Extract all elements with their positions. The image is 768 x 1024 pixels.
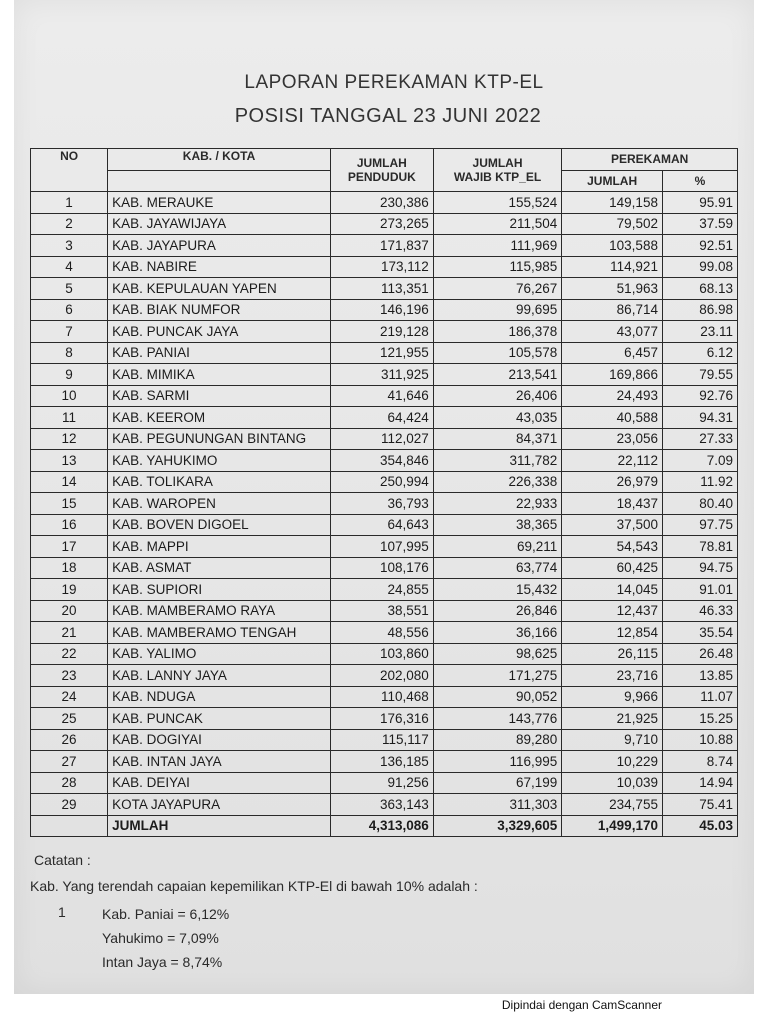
row-perekaman-jumlah: 149,158 — [562, 192, 663, 214]
row-no: 18 — [31, 557, 108, 579]
row-perekaman-persen: 91.01 — [662, 579, 737, 601]
row-jumlah-penduduk: 363,143 — [330, 794, 433, 816]
header-jumlah-wajib — [433, 149, 562, 192]
row-perekaman-persen: 68.13 — [662, 278, 737, 300]
row-perekaman-persen: 23.11 — [662, 321, 737, 343]
table-row — [31, 364, 738, 386]
row-perekaman-jumlah: 37,500 — [562, 514, 663, 536]
total-no-cell — [31, 815, 108, 837]
header-wajib-line1: JUMLAH — [472, 156, 523, 170]
table-row — [31, 729, 738, 751]
row-perekaman-jumlah: 54,543 — [562, 536, 663, 558]
row-kab-kota: KAB. ASMAT — [108, 557, 331, 579]
row-no: 1 — [31, 192, 108, 214]
table-row — [31, 622, 738, 644]
row-jumlah-wajib: 98,625 — [433, 643, 562, 665]
camscanner-footer: Dipindai dengan CamScanner — [501, 998, 662, 1012]
table-row — [31, 192, 738, 214]
row-perekaman-persen: 37.59 — [662, 213, 737, 235]
table-row — [31, 407, 738, 429]
row-perekaman-persen: 26.48 — [662, 643, 737, 665]
row-no: 28 — [31, 772, 108, 794]
row-jumlah-penduduk: 219,128 — [330, 321, 433, 343]
row-no: 8 — [31, 342, 108, 364]
row-jumlah-penduduk: 136,185 — [330, 751, 433, 773]
row-jumlah-wajib: 26,406 — [433, 385, 562, 407]
total-wajib: 3,329,605 — [433, 815, 562, 837]
row-jumlah-wajib: 89,280 — [433, 729, 562, 751]
row-kab-kota: KAB. YALIMO — [108, 643, 331, 665]
row-jumlah-penduduk: 110,468 — [330, 686, 433, 708]
notes-line-intan-jaya: Intan Jaya = 8,74% — [102, 954, 223, 970]
header-jumlah-penduduk — [330, 149, 433, 192]
row-jumlah-penduduk: 112,027 — [330, 428, 433, 450]
row-perekaman-jumlah: 23,056 — [562, 428, 663, 450]
row-jumlah-wajib: 311,782 — [433, 450, 562, 472]
row-perekaman-persen: 27.33 — [662, 428, 737, 450]
row-perekaman-persen: 8.74 — [662, 751, 737, 773]
row-no: 14 — [31, 471, 108, 493]
row-perekaman-persen: 6.12 — [662, 342, 737, 364]
row-perekaman-persen: 94.75 — [662, 557, 737, 579]
row-perekaman-jumlah: 234,755 — [562, 794, 663, 816]
row-no: 10 — [31, 385, 108, 407]
row-perekaman-persen: 95.91 — [662, 192, 737, 214]
row-perekaman-persen: 14.94 — [662, 772, 737, 794]
table-row — [31, 299, 738, 321]
row-kab-kota: KAB. YAHUKIMO — [108, 450, 331, 472]
row-jumlah-wajib: 67,199 — [433, 772, 562, 794]
row-kab-kota: KAB. JAYAWIJAYA — [108, 213, 331, 235]
header-perekaman-persen: % — [662, 170, 737, 192]
row-kab-kota: KAB. MAPPI — [108, 536, 331, 558]
table-row — [31, 708, 738, 730]
row-perekaman-jumlah: 10,039 — [562, 772, 663, 794]
row-jumlah-wajib: 84,371 — [433, 428, 562, 450]
header-penduduk-line2: PENDUDUK — [347, 170, 416, 184]
row-jumlah-penduduk: 38,551 — [330, 600, 433, 622]
row-jumlah-penduduk: 171,837 — [330, 235, 433, 257]
row-kab-kota: KAB. MIMIKA — [108, 364, 331, 386]
table-row — [31, 256, 738, 278]
row-no: 5 — [31, 278, 108, 300]
row-perekaman-jumlah: 169,866 — [562, 364, 663, 386]
notes-number: 1 — [58, 904, 66, 920]
notes-line-paniai: Kab. Paniai = 6,12% — [102, 906, 230, 922]
row-no: 11 — [31, 407, 108, 429]
header-penduduk-line1: JUMLAH — [356, 156, 407, 170]
row-jumlah-wajib: 90,052 — [433, 686, 562, 708]
header-blank-cell — [108, 170, 331, 192]
row-kab-kota: KAB. NABIRE — [108, 256, 331, 278]
notes-line-yahukimo: Yahukimo = 7,09% — [102, 930, 219, 946]
row-jumlah-penduduk: 173,112 — [330, 256, 433, 278]
row-jumlah-wajib: 213,541 — [433, 364, 562, 386]
table-body — [31, 192, 738, 816]
header-no: NO — [31, 149, 108, 192]
row-perekaman-jumlah: 9,966 — [562, 686, 663, 708]
row-perekaman-jumlah: 43,077 — [562, 321, 663, 343]
row-kab-kota: KAB. KEEROM — [108, 407, 331, 429]
table-row — [31, 772, 738, 794]
row-jumlah-wajib: 26,846 — [433, 600, 562, 622]
row-perekaman-persen: 35.54 — [662, 622, 737, 644]
row-perekaman-persen: 15.25 — [662, 708, 737, 730]
row-jumlah-wajib: 22,933 — [433, 493, 562, 515]
row-kab-kota: KAB. JAYAPURA — [108, 235, 331, 257]
row-jumlah-penduduk: 91,256 — [330, 772, 433, 794]
row-kab-kota: KAB. INTAN JAYA — [108, 751, 331, 773]
row-jumlah-penduduk: 146,196 — [330, 299, 433, 321]
row-perekaman-persen: 86.98 — [662, 299, 737, 321]
row-perekaman-persen: 80.40 — [662, 493, 737, 515]
row-jumlah-wajib: 226,338 — [433, 471, 562, 493]
table-row — [31, 665, 738, 687]
table-row — [31, 751, 738, 773]
table-row — [31, 686, 738, 708]
report-title: LAPORAN PEREKAMAN KTP-EL — [244, 72, 544, 93]
row-perekaman-jumlah: 79,502 — [562, 213, 663, 235]
row-perekaman-jumlah: 18,437 — [562, 493, 663, 515]
row-perekaman-jumlah: 26,115 — [562, 643, 663, 665]
row-jumlah-penduduk: 103,860 — [330, 643, 433, 665]
row-no: 26 — [31, 729, 108, 751]
row-jumlah-wajib: 36,166 — [433, 622, 562, 644]
row-perekaman-jumlah: 22,112 — [562, 450, 663, 472]
row-jumlah-wajib: 43,035 — [433, 407, 562, 429]
header-perekaman-jumlah: JUMLAH — [562, 170, 663, 192]
row-jumlah-penduduk: 107,995 — [330, 536, 433, 558]
row-jumlah-wajib: 15,432 — [433, 579, 562, 601]
row-kab-kota: KAB. DOGIYAI — [108, 729, 331, 751]
row-kab-kota: KAB. TOLIKARA — [108, 471, 331, 493]
row-jumlah-penduduk: 64,643 — [330, 514, 433, 536]
row-kab-kota: KAB. MAMBERAMO RAYA — [108, 600, 331, 622]
row-perekaman-jumlah: 23,716 — [562, 665, 663, 687]
row-kab-kota: KAB. PUNCAK — [108, 708, 331, 730]
row-no: 17 — [31, 536, 108, 558]
row-perekaman-persen: 97.75 — [662, 514, 737, 536]
row-jumlah-penduduk: 311,925 — [330, 364, 433, 386]
row-perekaman-jumlah: 14,045 — [562, 579, 663, 601]
table-row — [31, 471, 738, 493]
row-jumlah-penduduk: 48,556 — [330, 622, 433, 644]
row-jumlah-wajib: 99,695 — [433, 299, 562, 321]
table-row — [31, 514, 738, 536]
row-no: 6 — [31, 299, 108, 321]
row-kab-kota: KAB. DEIYAI — [108, 772, 331, 794]
total-label: JUMLAH — [108, 815, 331, 837]
row-jumlah-penduduk: 273,265 — [330, 213, 433, 235]
table-row — [31, 342, 738, 364]
table-row — [31, 557, 738, 579]
row-jumlah-wajib: 76,267 — [433, 278, 562, 300]
row-kab-kota: KAB. MERAUKE — [108, 192, 331, 214]
row-kab-kota: KOTA JAYAPURA — [108, 794, 331, 816]
row-perekaman-jumlah: 9,710 — [562, 729, 663, 751]
row-perekaman-persen: 11.92 — [662, 471, 737, 493]
row-no: 19 — [31, 579, 108, 601]
table-row — [31, 600, 738, 622]
row-no: 29 — [31, 794, 108, 816]
row-perekaman-persen: 13.85 — [662, 665, 737, 687]
row-kab-kota: KAB. PANIAI — [108, 342, 331, 364]
row-jumlah-wajib: 186,378 — [433, 321, 562, 343]
row-kab-kota: KAB. LANNY JAYA — [108, 665, 331, 687]
row-no: 27 — [31, 751, 108, 773]
table-row — [31, 428, 738, 450]
row-jumlah-penduduk: 41,646 — [330, 385, 433, 407]
row-perekaman-persen: 46.33 — [662, 600, 737, 622]
row-no: 2 — [31, 213, 108, 235]
row-jumlah-wajib: 143,776 — [433, 708, 562, 730]
row-kab-kota: KAB. BOVEN DIGOEL — [108, 514, 331, 536]
table-row — [31, 450, 738, 472]
row-jumlah-penduduk: 36,793 — [330, 493, 433, 515]
row-perekaman-persen: 10.88 — [662, 729, 737, 751]
row-perekaman-persen: 94.31 — [662, 407, 737, 429]
row-perekaman-persen: 75.41 — [662, 794, 737, 816]
row-jumlah-penduduk: 24,855 — [330, 579, 433, 601]
row-perekaman-persen: 79.55 — [662, 364, 737, 386]
table-row — [31, 579, 738, 601]
report-date: POSISI TANGGAL 23 JUNI 2022 — [234, 105, 542, 127]
row-no: 12 — [31, 428, 108, 450]
row-jumlah-penduduk: 113,351 — [330, 278, 433, 300]
row-perekaman-persen: 11.07 — [662, 686, 737, 708]
row-kab-kota: KAB. PUNCAK JAYA — [108, 321, 331, 343]
row-perekaman-persen: 7.09 — [662, 450, 737, 472]
row-no: 16 — [31, 514, 108, 536]
total-penduduk: 4,313,086 — [330, 815, 433, 837]
total-perekaman-persen: 45.03 — [662, 815, 737, 837]
row-no: 3 — [31, 235, 108, 257]
table-row — [31, 235, 738, 257]
header-perekaman: PEREKAMAN — [562, 149, 738, 171]
row-jumlah-wajib: 63,774 — [433, 557, 562, 579]
row-jumlah-penduduk: 202,080 — [330, 665, 433, 687]
row-jumlah-wajib: 311,303 — [433, 794, 562, 816]
row-perekaman-jumlah: 86,714 — [562, 299, 663, 321]
row-perekaman-persen: 78.81 — [662, 536, 737, 558]
row-perekaman-jumlah: 21,925 — [562, 708, 663, 730]
row-kab-kota: KAB. BIAK NUMFOR — [108, 299, 331, 321]
row-jumlah-penduduk: 230,386 — [330, 192, 433, 214]
table-row — [31, 321, 738, 343]
row-jumlah-wajib: 38,365 — [433, 514, 562, 536]
row-jumlah-wajib: 105,578 — [433, 342, 562, 364]
row-kab-kota: KAB. SUPIORI — [108, 579, 331, 601]
row-no: 4 — [31, 256, 108, 278]
row-jumlah-wajib: 69,211 — [433, 536, 562, 558]
notes-heading: Catatan : — [34, 852, 91, 868]
row-perekaman-jumlah: 51,963 — [562, 278, 663, 300]
ktp-el-recording-table — [30, 148, 738, 837]
row-jumlah-wajib: 116,995 — [433, 751, 562, 773]
table-row — [31, 643, 738, 665]
row-jumlah-wajib: 211,504 — [433, 213, 562, 235]
row-kab-kota: KAB. SARMI — [108, 385, 331, 407]
row-perekaman-jumlah: 12,437 — [562, 600, 663, 622]
row-perekaman-jumlah: 114,921 — [562, 256, 663, 278]
row-no: 23 — [31, 665, 108, 687]
row-kab-kota: KAB. NDUGA — [108, 686, 331, 708]
row-perekaman-persen: 99.08 — [662, 256, 737, 278]
row-perekaman-persen: 92.76 — [662, 385, 737, 407]
notes-description: Kab. Yang terendah capaian kepemilikan KTP-El di bawah 10% adalah : — [30, 878, 478, 894]
table-row — [31, 385, 738, 407]
row-perekaman-jumlah: 26,979 — [562, 471, 663, 493]
row-jumlah-wajib: 115,985 — [433, 256, 562, 278]
table-row — [31, 213, 738, 235]
row-jumlah-penduduk: 64,424 — [330, 407, 433, 429]
table-row — [31, 536, 738, 558]
row-no: 22 — [31, 643, 108, 665]
row-perekaman-jumlah: 60,425 — [562, 557, 663, 579]
table-row — [31, 794, 738, 816]
row-perekaman-jumlah: 12,854 — [562, 622, 663, 644]
table-row — [31, 278, 738, 300]
row-jumlah-wajib: 171,275 — [433, 665, 562, 687]
header-kab-kota: KAB. / KOTA — [108, 149, 331, 171]
total-row — [31, 815, 738, 837]
row-jumlah-penduduk: 354,846 — [330, 450, 433, 472]
total-perekaman-jumlah: 1,499,170 — [562, 815, 663, 837]
row-perekaman-jumlah: 6,457 — [562, 342, 663, 364]
row-jumlah-penduduk: 121,955 — [330, 342, 433, 364]
row-no: 21 — [31, 622, 108, 644]
row-no: 15 — [31, 493, 108, 515]
row-no: 13 — [31, 450, 108, 472]
row-no: 9 — [31, 364, 108, 386]
row-jumlah-penduduk: 115,117 — [330, 729, 433, 751]
row-perekaman-jumlah: 40,588 — [562, 407, 663, 429]
table-row — [31, 493, 738, 515]
row-jumlah-penduduk: 108,176 — [330, 557, 433, 579]
row-no: 20 — [31, 600, 108, 622]
row-perekaman-jumlah: 103,588 — [562, 235, 663, 257]
row-kab-kota: KAB. KEPULAUAN YAPEN — [108, 278, 331, 300]
row-no: 25 — [31, 708, 108, 730]
row-perekaman-jumlah: 10,229 — [562, 751, 663, 773]
row-kab-kota: KAB. MAMBERAMO TENGAH — [108, 622, 331, 644]
row-kab-kota: KAB. WAROPEN — [108, 493, 331, 515]
row-jumlah-wajib: 111,969 — [433, 235, 562, 257]
row-perekaman-persen: 92.51 — [662, 235, 737, 257]
row-no: 7 — [31, 321, 108, 343]
row-jumlah-penduduk: 176,316 — [330, 708, 433, 730]
row-no: 24 — [31, 686, 108, 708]
row-jumlah-penduduk: 250,994 — [330, 471, 433, 493]
row-kab-kota: KAB. PEGUNUNGAN BINTANG — [108, 428, 331, 450]
row-jumlah-wajib: 155,524 — [433, 192, 562, 214]
row-perekaman-jumlah: 24,493 — [562, 385, 663, 407]
header-wajib-line2: WAJIB KTP_EL — [453, 170, 542, 184]
